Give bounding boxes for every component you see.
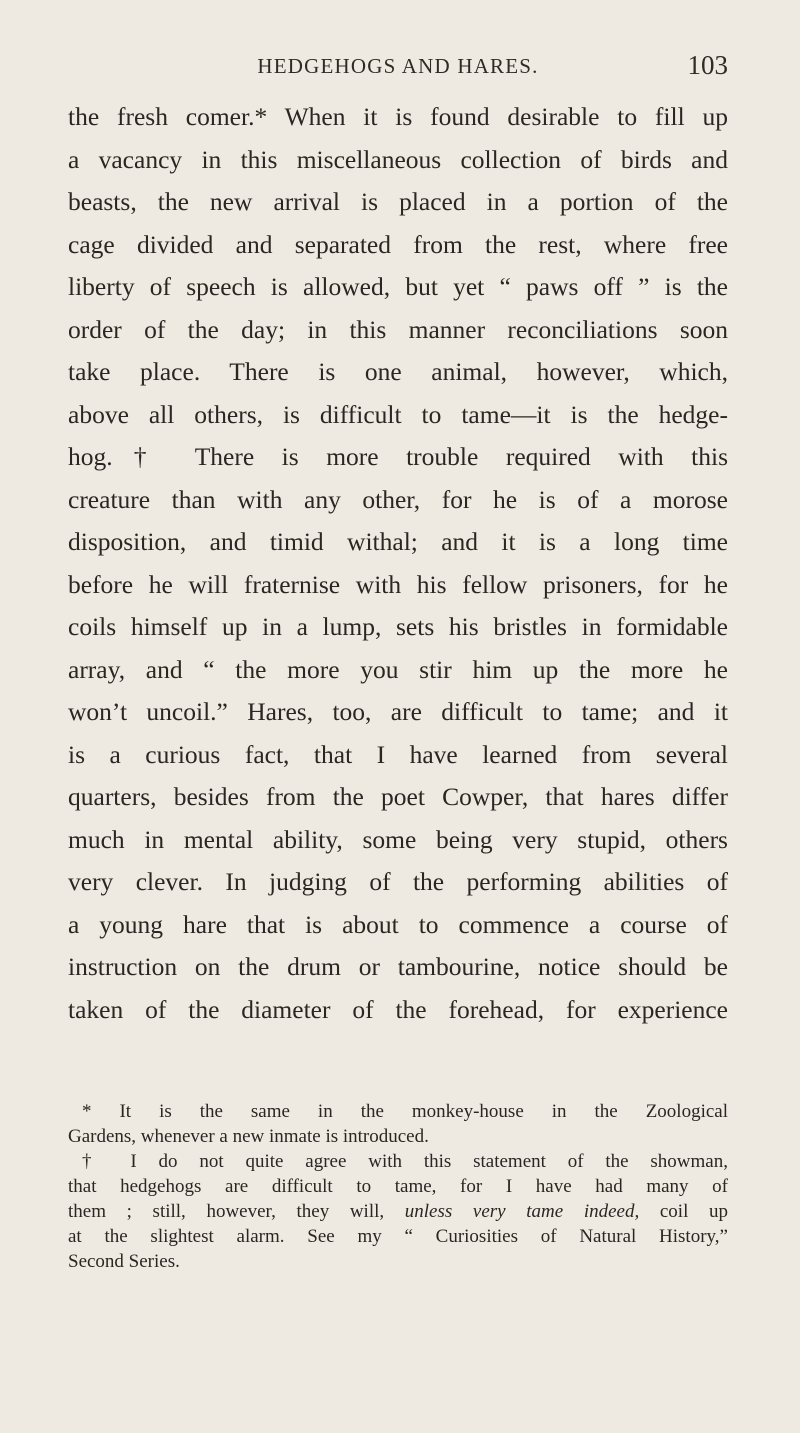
text-line: hog.† There is more trouble required with this <box>68 442 728 471</box>
running-title: HEDGEHOGS AND HARES. <box>257 54 539 78</box>
body-text <box>68 96 728 1031</box>
footnote-2-line: at the slightest alarm. See my “ Curiosities of Natural History,” <box>68 1226 728 1247</box>
text-line: liberty of speech is allowed, but yet “ paws off ” is the <box>68 272 728 301</box>
footnote-text: them ; still, however, they will, <box>68 1201 405 1222</box>
text-line: creature than with any other, for he is of a morose <box>68 484 728 514</box>
text-line: above all others, is difficult to tame—it is the hedge- <box>68 399 728 429</box>
text-line: quarters, besides from the poet Cowper, that hares differ <box>68 782 728 811</box>
text-line: the fresh comer.* When it is found desirable to fill up <box>68 102 728 131</box>
footnotes <box>68 1099 728 1274</box>
footnote-1-line: Gardens, whenever a new inmate is introduced. <box>68 1126 429 1147</box>
text-line: before he will fraternise with his fellow prisoners, for he <box>68 569 728 599</box>
footnote-2-line: Second Series. <box>68 1251 180 1272</box>
text-line: beasts, the new arrival is placed in a portion of the <box>68 187 728 216</box>
footnote-2-line <box>68 1199 728 1224</box>
footnote-italic-text: unless very tame indeed, <box>404 1201 640 1222</box>
footnote-text: coil up <box>639 1201 728 1222</box>
footnote-2-line: † I do not quite agree with this statement of the showman, <box>82 1151 728 1172</box>
text-line: much in mental ability, some being very stupid, others <box>68 824 728 854</box>
text-line: instruction on the drum or tambourine, notice should be <box>68 952 728 981</box>
text-line: take place. There is one animal, however, which, <box>68 357 728 386</box>
text-line: won’t uncoil.” Hares, too, are difficult to tame; and it <box>68 697 728 726</box>
text-line: a young hare that is about to commence a course of <box>68 909 728 939</box>
text-line: coils himself up in a lump, sets his bristles in formidable <box>68 612 728 641</box>
text-line: cage divided and separated from the rest, where free <box>68 229 728 259</box>
running-head <box>68 50 728 86</box>
footnote-1-line: * It is the same in the monkey-house in the Zoological <box>82 1101 728 1122</box>
footnote-2-line: that hedgehogs are difficult to tame, for I have had many of <box>68 1176 728 1197</box>
text-line: a vacancy in this miscellaneous collection of birds and <box>68 144 728 174</box>
text-line: order of the day; in this manner reconciliations soon <box>68 314 728 344</box>
text-line: array, and “ the more you stir him up the more he <box>68 654 728 684</box>
text-line: very clever. In judging of the performing abilities of <box>68 867 728 896</box>
text-line: taken of the diameter of the forehead, for experience <box>68 994 728 1024</box>
page-number: 103 <box>687 50 728 80</box>
text-line: disposition, and timid withal; and it is a long time <box>68 527 728 556</box>
text-line: is a curious fact, that I have learned from several <box>68 739 728 769</box>
